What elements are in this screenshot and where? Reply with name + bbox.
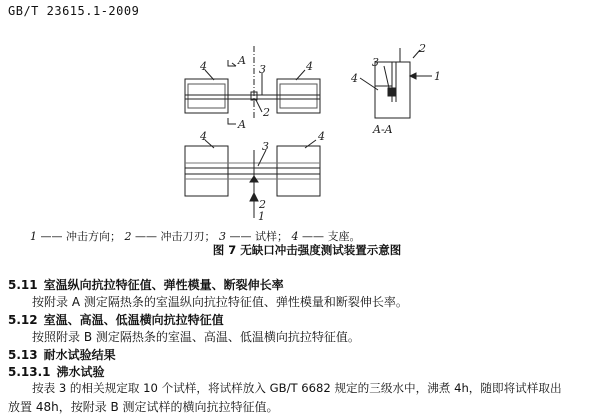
leader-s3 <box>384 66 389 88</box>
front-leader-4b <box>305 140 316 148</box>
section-number: 5.13.1 <box>8 365 51 379</box>
front-right-support <box>277 146 320 196</box>
section-view-label: A-A <box>373 123 393 136</box>
section-title: 沸水试验 <box>56 365 105 379</box>
callout-2-top: 2 <box>263 106 270 119</box>
section-number: 5.11 <box>8 278 38 292</box>
section-heading-5-11 <box>8 276 284 293</box>
callout-3-section: 3 <box>372 56 379 69</box>
legend-num-3: 3 <box>219 230 226 243</box>
paragraph-5-13-1-line1: 按表 3 的相关规定取 10 个试样，将试样放入 GB/T 6682 规定的三级水中，沸煮 4h，随即将试样取出 <box>32 381 562 395</box>
callout-2-front: 2 <box>259 198 266 211</box>
callout-3-top: 3 <box>259 63 266 76</box>
section-letter-a-bottom: A <box>238 118 246 131</box>
callout-4-section: 4 <box>351 72 358 85</box>
legend-num-1: 1 <box>30 230 37 243</box>
section-mark-bottom <box>228 118 236 124</box>
callout-4-front-right: 4 <box>318 130 325 143</box>
callout-4-front-left: 4 <box>200 130 207 143</box>
figure-caption: 图 7 无缺口冲击强度测试装置示意图 <box>212 243 402 257</box>
paragraph-5-13-1-line2: 放置 48h，按附录 B 测定试样的横向抗拉特征值。 <box>8 400 279 414</box>
section-letter-a-top: A <box>238 54 246 67</box>
section-blade <box>388 88 396 96</box>
legend-desc-3: —— 试样； <box>226 230 288 243</box>
front-left-support <box>185 146 228 196</box>
top-view <box>185 46 320 124</box>
section-title: 室温纵向抗拉特征值、弹性模量、断裂伸长率 <box>43 278 284 292</box>
legend-num-4: 4 <box>291 230 299 243</box>
section-title: 室温、高温、低温横向抗拉特征值 <box>43 313 224 327</box>
section-arrow-head <box>410 73 416 79</box>
legend-desc-4: —— 支座。 <box>298 230 361 243</box>
right-support-inner <box>280 84 317 108</box>
paragraph-5-12: 按照附录 B 测定隔热条的室温、高温、低温横向抗拉特征值。 <box>32 330 360 344</box>
section-number: 5.12 <box>8 313 38 327</box>
section-title: 耐水试验结果 <box>43 348 116 362</box>
left-support-inner <box>188 84 225 108</box>
callout-1-section: 1 <box>434 70 441 83</box>
section-view <box>360 48 432 118</box>
section-heading-5-13 <box>8 346 116 363</box>
callout-4-top-left: 4 <box>200 60 207 73</box>
impact-arrow-head <box>250 193 258 201</box>
callout-1-front: 1 <box>258 210 265 223</box>
legend-desc-1: —— 冲击方向； <box>37 230 121 243</box>
paragraph-5-11: 按附录 A 测定隔热条的室温纵向抗拉特征值、弹性模量和断裂伸长率。 <box>32 295 408 309</box>
leader-2 <box>256 100 262 112</box>
legend-desc-2: —— 冲击刀刃； <box>131 230 216 243</box>
section-heading-5-13-1 <box>8 363 105 380</box>
front-view <box>185 140 320 218</box>
standard-number: GB/T 23615.1-2009 <box>8 4 140 18</box>
callout-3-front: 3 <box>262 140 269 153</box>
legend-num-2: 2 <box>124 230 132 243</box>
callout-4-top-right: 4 <box>306 60 313 73</box>
callout-2-section: 2 <box>419 42 426 55</box>
section-heading-5-12 <box>8 311 224 328</box>
section-number: 5.13 <box>8 348 38 362</box>
